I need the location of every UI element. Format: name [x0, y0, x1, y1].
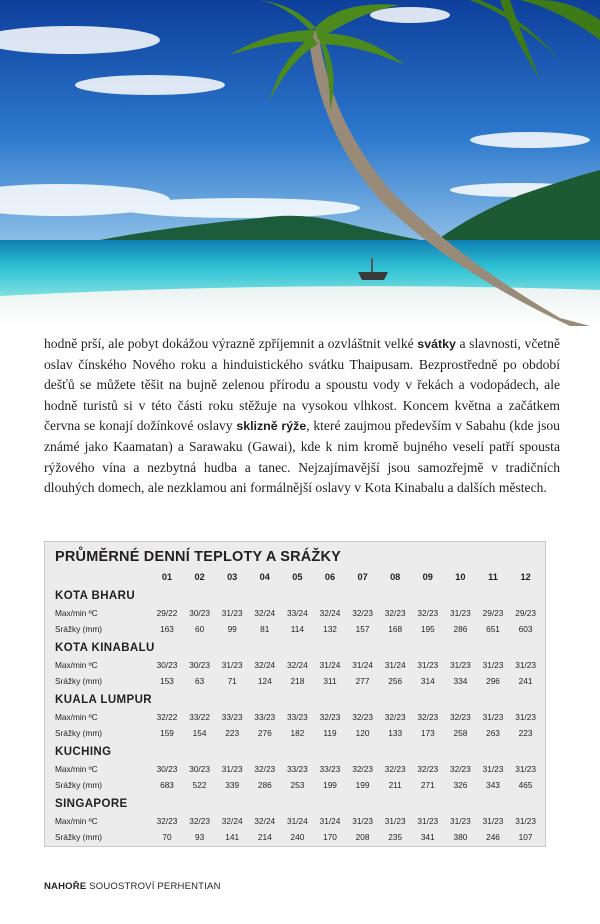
rainfall-cell: 153	[160, 676, 174, 686]
rainfall-cell: 246	[486, 832, 500, 842]
rainfall-cell: 154	[192, 728, 207, 738]
temperature-cell: 29/23	[515, 608, 536, 618]
rainfall-cell: 241	[518, 676, 533, 686]
temperature-cell: 32/23	[189, 816, 210, 826]
rainfall-cell: 603	[518, 624, 533, 634]
temperature-cell: 33/23	[287, 764, 308, 774]
month-header: 05	[292, 572, 303, 582]
rainfall-row	[45, 832, 545, 845]
rainfall-cell: 141	[225, 832, 240, 842]
paragraph-text-2: a slavnosti, včetně oslav čínského Nového roku a hinduistického svátku Thaipusam. Bezprostředně po období dešťů se můžete těšit na bujně zelenou přírodu a spoustu vody v řekách a vodopádech, ale hodně turistů si v této části roku stěžuje na vysokou vlhkost. Koncem května a začátkem června se konají dožínkové oslavy	[44, 336, 560, 434]
rainfall-cell: 70	[162, 832, 172, 842]
rainfall-cell: 107	[518, 832, 533, 842]
rainfall-cell: 276	[257, 728, 272, 738]
rainfall-cell: 253	[290, 780, 305, 790]
temperature-cell: 31/23	[384, 816, 406, 826]
temperature-cell: 32/24	[254, 608, 276, 618]
temperature-cell: 31/23	[482, 764, 504, 774]
temperature-cell: 31/23	[515, 712, 536, 722]
rainfall-cell: 465	[518, 780, 533, 790]
temperature-row	[45, 816, 545, 829]
city-name: KUCHING	[55, 746, 112, 758]
photo-caption	[44, 881, 221, 892]
temperature-cell: 32/24	[319, 608, 341, 618]
month-header: 11	[488, 572, 498, 582]
rainfall-cell: 182	[290, 728, 305, 738]
city-block	[45, 642, 545, 694]
rainfall-cell: 81	[260, 624, 270, 634]
month-header: 10	[455, 572, 466, 582]
temperature-cell: 33/24	[287, 608, 308, 618]
row-label: Srážky (mm)	[55, 676, 103, 686]
temperature-cell: 31/23	[221, 660, 243, 670]
temperature-cell: 31/23	[515, 816, 536, 826]
month-header: 04	[259, 572, 270, 582]
rainfall-cell: 311	[323, 676, 337, 686]
temperature-cell: 32/23	[450, 712, 471, 722]
temperature-cell: 31/23	[482, 816, 504, 826]
temperature-cell: 32/23	[384, 712, 406, 722]
rainfall-cell: 326	[453, 780, 468, 790]
temperature-cell: 31/23	[482, 660, 504, 670]
rainfall-cell: 71	[227, 676, 237, 686]
temperature-cell: 31/23	[450, 660, 471, 670]
rainfall-cell: 271	[420, 780, 435, 790]
rainfall-cell: 99	[227, 624, 237, 634]
temperature-cell: 31/23	[352, 816, 373, 826]
temperature-cell: 31/23	[515, 660, 536, 670]
city-block	[45, 746, 545, 798]
caption-text: SOUOSTROVÍ PERHENTIAN	[86, 881, 221, 892]
city-name: SINGAPORE	[55, 798, 128, 810]
temperature-cell: 30/23	[156, 660, 178, 670]
month-header: 03	[227, 572, 238, 582]
beach-photo	[0, 0, 600, 326]
rainfall-row	[45, 624, 545, 637]
temperature-cell: 30/23	[189, 608, 210, 618]
rainfall-cell: 522	[192, 780, 207, 790]
temperature-cell: 30/23	[156, 764, 178, 774]
rainfall-cell: 263	[486, 728, 500, 738]
temperature-cell: 30/23	[189, 660, 210, 670]
rainfall-cell: 334	[453, 676, 468, 686]
rainfall-cell: 159	[160, 728, 174, 738]
rainfall-row	[45, 676, 545, 689]
rainfall-cell: 256	[388, 676, 403, 686]
rainfall-cell: 199	[323, 780, 337, 790]
city-block	[45, 798, 545, 850]
temperature-cell: 32/24	[254, 660, 276, 670]
temperature-cell: 29/22	[156, 608, 178, 618]
temperature-row	[45, 608, 545, 621]
rainfall-cell: 163	[160, 624, 174, 634]
temperature-cell: 31/24	[319, 660, 341, 670]
temperature-cell: 32/23	[450, 764, 471, 774]
rainfall-cell: 286	[257, 780, 272, 790]
temperature-cell: 32/23	[384, 764, 406, 774]
temperature-cell: 32/23	[319, 712, 341, 722]
temperature-cell: 32/23	[352, 608, 373, 618]
rainfall-cell: 63	[194, 676, 205, 686]
paragraph-text-1: hodně prší, ale pobyt dokážou výrazně zpříjemnit a ozvláštnit velké	[44, 336, 418, 351]
rainfall-cell: 314	[420, 676, 435, 686]
rainfall-cell: 119	[323, 728, 337, 738]
temperature-cell: 33/23	[221, 712, 243, 722]
rainfall-cell: 120	[355, 728, 370, 738]
city-name: KOTA KINABALU	[55, 642, 155, 654]
temperature-cell: 31/23	[417, 816, 439, 826]
city-name: KUALA LUMPUR	[55, 694, 153, 706]
temperature-cell: 32/23	[254, 764, 276, 774]
temperature-cell: 32/24	[221, 816, 243, 826]
temperature-cell: 31/23	[450, 816, 471, 826]
rainfall-cell: 211	[388, 780, 402, 790]
temperature-cell: 32/23	[384, 608, 406, 618]
beach-palm-illustration	[0, 0, 600, 326]
temperature-row	[45, 660, 545, 673]
temperature-cell: 31/23	[450, 608, 471, 618]
caption-position: NAHOŘE	[44, 881, 87, 892]
month-header: 09	[422, 572, 433, 582]
month-header: 07	[357, 572, 368, 582]
rainfall-cell: 296	[486, 676, 500, 686]
temperature-cell: 32/23	[417, 712, 439, 722]
rainfall-row	[45, 780, 545, 793]
body-paragraph	[44, 334, 560, 499]
temperature-row	[45, 764, 545, 777]
temperature-cell: 33/23	[287, 712, 308, 722]
temperature-cell: 32/24	[287, 660, 308, 670]
rainfall-cell: 223	[225, 728, 240, 738]
rainfall-cell: 195	[420, 624, 435, 634]
rainfall-cell: 235	[388, 832, 403, 842]
highlight-svatky: svátky	[417, 337, 456, 351]
rainfall-cell: 223	[518, 728, 533, 738]
rainfall-cell: 380	[453, 832, 468, 842]
temperature-cell: 32/23	[156, 816, 178, 826]
row-label: Srážky (mm)	[55, 624, 103, 634]
rainfall-cell: 132	[323, 624, 337, 634]
row-label: Max/min ºC	[55, 660, 98, 670]
month-header: 08	[390, 572, 401, 582]
city-block	[45, 590, 545, 642]
temperature-cell: 32/23	[417, 764, 439, 774]
temperature-cell: 32/23	[417, 608, 439, 618]
rainfall-cell: 277	[355, 676, 370, 686]
rainfall-cell: 60	[194, 624, 205, 634]
rainfall-cell: 133	[388, 728, 403, 738]
temperature-cell: 31/24	[287, 816, 308, 826]
rainfall-cell: 208	[355, 832, 370, 842]
temperature-cell: 31/23	[482, 712, 504, 722]
month-header: 01	[161, 572, 173, 582]
month-header: 12	[520, 572, 531, 582]
temperature-cell: 31/23	[417, 660, 439, 670]
temperature-cell: 32/23	[352, 712, 373, 722]
temperature-cell: 31/23	[221, 608, 243, 618]
rainfall-cell: 343	[486, 780, 500, 790]
temperature-cell: 32/22	[156, 712, 178, 722]
temperature-cell: 31/24	[319, 816, 341, 826]
rainfall-cell: 258	[453, 728, 468, 738]
row-label: Srážky (mm)	[55, 780, 103, 790]
rainfall-cell: 170	[323, 832, 337, 842]
month-header-row	[45, 572, 545, 586]
month-header: 06	[324, 572, 336, 582]
temperature-cell: 32/24	[254, 816, 276, 826]
temperature-cell: 30/23	[189, 764, 210, 774]
row-label: Max/min ºC	[55, 816, 98, 826]
row-label: Max/min ºC	[55, 764, 98, 774]
rainfall-cell: 214	[257, 832, 272, 842]
rainfall-cell: 157	[355, 624, 370, 634]
rainfall-cell: 173	[420, 728, 435, 738]
rainfall-cell: 168	[388, 624, 403, 634]
city-name: KOTA BHARU	[55, 590, 136, 602]
paragraph-text-3: , které zaujmou především v Sabahu (kde jsou známé jako Kaamatan) a Sarawaku (Gawai), kde k nim kromě bujného veselí patří spousta rýžového vína a nezbytná hudba a tanec. Nejzajímavější jsou samozřejmě v tradičních dlouhých domech, ale nezklamou ani formálnější oslavy v Kota Kinabalu a dalších městech.	[44, 418, 560, 496]
temperature-cell: 31/24	[352, 660, 373, 670]
temperature-cell: 31/24	[384, 660, 406, 670]
rainfall-row	[45, 728, 545, 741]
month-header: 02	[194, 572, 205, 582]
temperature-cell: 31/23	[221, 764, 243, 774]
temperature-cell: 29/23	[482, 608, 504, 618]
row-label: Max/min ºC	[55, 712, 98, 722]
city-block	[45, 694, 545, 746]
temperature-row	[45, 712, 545, 725]
temperature-cell: 33/23	[254, 712, 276, 722]
row-label: Max/min ºC	[55, 608, 98, 618]
rainfall-cell: 240	[290, 832, 305, 842]
rainfall-cell: 651	[486, 624, 500, 634]
climate-table	[44, 541, 546, 847]
highlight-sklizne-ryze: sklizně rýže	[236, 419, 307, 434]
rainfall-cell: 114	[290, 624, 304, 634]
rainfall-cell: 124	[257, 676, 272, 686]
temperature-cell: 32/23	[352, 764, 373, 774]
rainfall-cell: 341	[420, 832, 435, 842]
row-label: Srážky (mm)	[55, 728, 103, 738]
temperature-cell: 33/22	[189, 712, 210, 722]
rainfall-cell: 93	[194, 832, 205, 842]
climate-table-title: PRŮMĚRNÉ DENNÍ TEPLOTY A SRÁŽKY	[55, 549, 342, 565]
temperature-cell: 31/23	[515, 764, 536, 774]
rainfall-cell: 286	[453, 624, 468, 634]
rainfall-cell: 199	[355, 780, 370, 790]
rainfall-cell: 218	[290, 676, 305, 686]
rainfall-cell: 683	[160, 780, 174, 790]
temperature-cell: 33/23	[319, 764, 341, 774]
row-label: Srážky (mm)	[55, 832, 103, 842]
rainfall-cell: 339	[225, 780, 240, 790]
